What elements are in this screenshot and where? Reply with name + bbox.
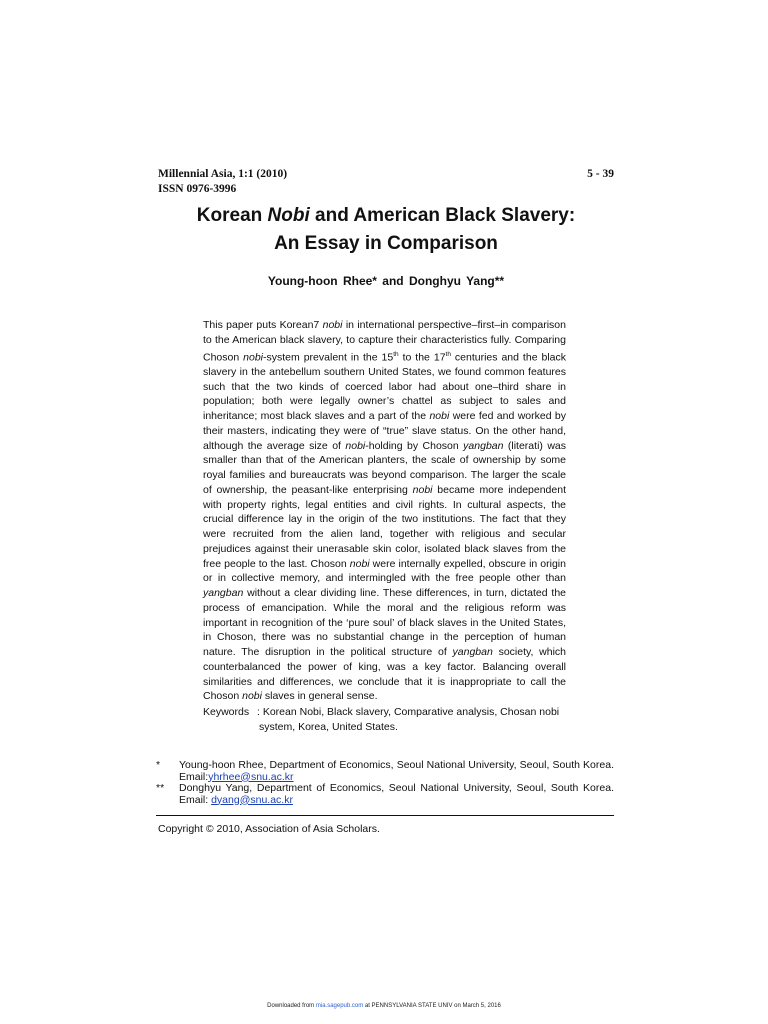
download-source-link[interactable]: mia.sagepub.com xyxy=(315,1003,364,1009)
keywords-label: Keywords xyxy=(203,706,250,718)
email-link[interactable]: dyang@snu.ac.kr xyxy=(211,793,293,806)
footnote-divider xyxy=(156,815,614,816)
keywords xyxy=(203,705,566,735)
title-line-2: An Essay in Comparison xyxy=(274,233,498,254)
footnotes xyxy=(156,760,614,806)
email-link[interactable]: yhrhee@snu.ac.kr xyxy=(208,770,294,783)
abstract: This paper puts Korean7 nobi in international perspective–first–in comparison to the American black slavery, to capture their characteristics fully. Comparing Choson nobi-system prevalent in the 15th to the 17th centuries and the black slavery in the antebellum southern United States, we found common features such that the two kinds of coerced labor had about one–third share in population; both were legally owner’s chattel as subject to sales and inheritance; most black slaves and a part of the nobi were fed and worked by their masters, indicating they were of “true” slave status. On the other hand, although the average size of nobi-holding by Choson yangban (literati) was smaller than that of the American planters, the scale of ownership by some royal families and bureaucrats was beyond comparison. The larger the scale of ownership, the peasant-like enterprising nobi became more independent with property rights, legal entities and civil rights. In cultural aspects, the crucial difference lay in the origin of the two institutions. The fact that they were recruited from the alien land, together with religious and secular prejudices against their unerasable skin color, isolated black slaves from the free people to the last. Choson nobi were internally expelled, obscure in origin or in collective memory, and intermingled with the free people other than yangban without a clear dividing line. These differences, in turn, dictated the process of emancipation. While the moral and the religious reform was important in recognition of the ‘pure soul’ of black slaves in the United States, in Choson, there was no substantial change in the perception of human nature. The disruption in the political structure of yangban society, which counterbalanced the power of king, was a key factor. Balancing overall similarities and differences, we conclude that it is inappropriate to call the Choson nobi slaves in general sense. xyxy=(203,319,566,703)
journal-header xyxy=(158,167,458,197)
download-notice: Downloaded from mia.sagepub.com at PENNSYLVANIA STATE UNIV on March 5, 2016 xyxy=(267,1003,501,1009)
footnote-2: ** Donghyu Yang, Department of Economics, Seoul National University, Seoul, South Korea. Email: dyang@snu.ac.kr xyxy=(156,782,614,806)
page-range: 5 - 39 xyxy=(587,168,614,180)
issn: ISSN 0976-3996 xyxy=(158,183,237,195)
footnote-text: Young-hoon Rhee, Department of Economics, Seoul National University, Seoul, South Korea. xyxy=(179,759,614,771)
copyright: Copyright © 2010, Association of Asia Scholars. xyxy=(158,823,380,835)
footnote-mark: * xyxy=(156,759,161,771)
journal-citation: Millennial Asia, 1:1 (2010) xyxy=(158,168,288,180)
keywords-line-1: Keywords : Korean Nobi, Black slavery, Comparative analysis, Chosan nobi xyxy=(203,706,560,718)
authors: Young-hoon Rhee* and Donghyu Yang** xyxy=(267,274,505,288)
paper-title xyxy=(158,202,614,258)
footnote-text: Donghyu Yang, Department of Economics, Seoul National University, Seoul, South Korea. xyxy=(179,782,614,794)
title-line-1: Korean Nobi and American Black Slavery: xyxy=(196,205,576,226)
keywords-line-2: system, Korea, United States. xyxy=(259,720,398,733)
footnote-1: * Young-hoon Rhee, Department of Economics, Seoul National University, Seoul, South Korea. Email:yhrhee@snu.ac.kr xyxy=(156,759,614,783)
footnote-mark: ** xyxy=(156,782,165,794)
